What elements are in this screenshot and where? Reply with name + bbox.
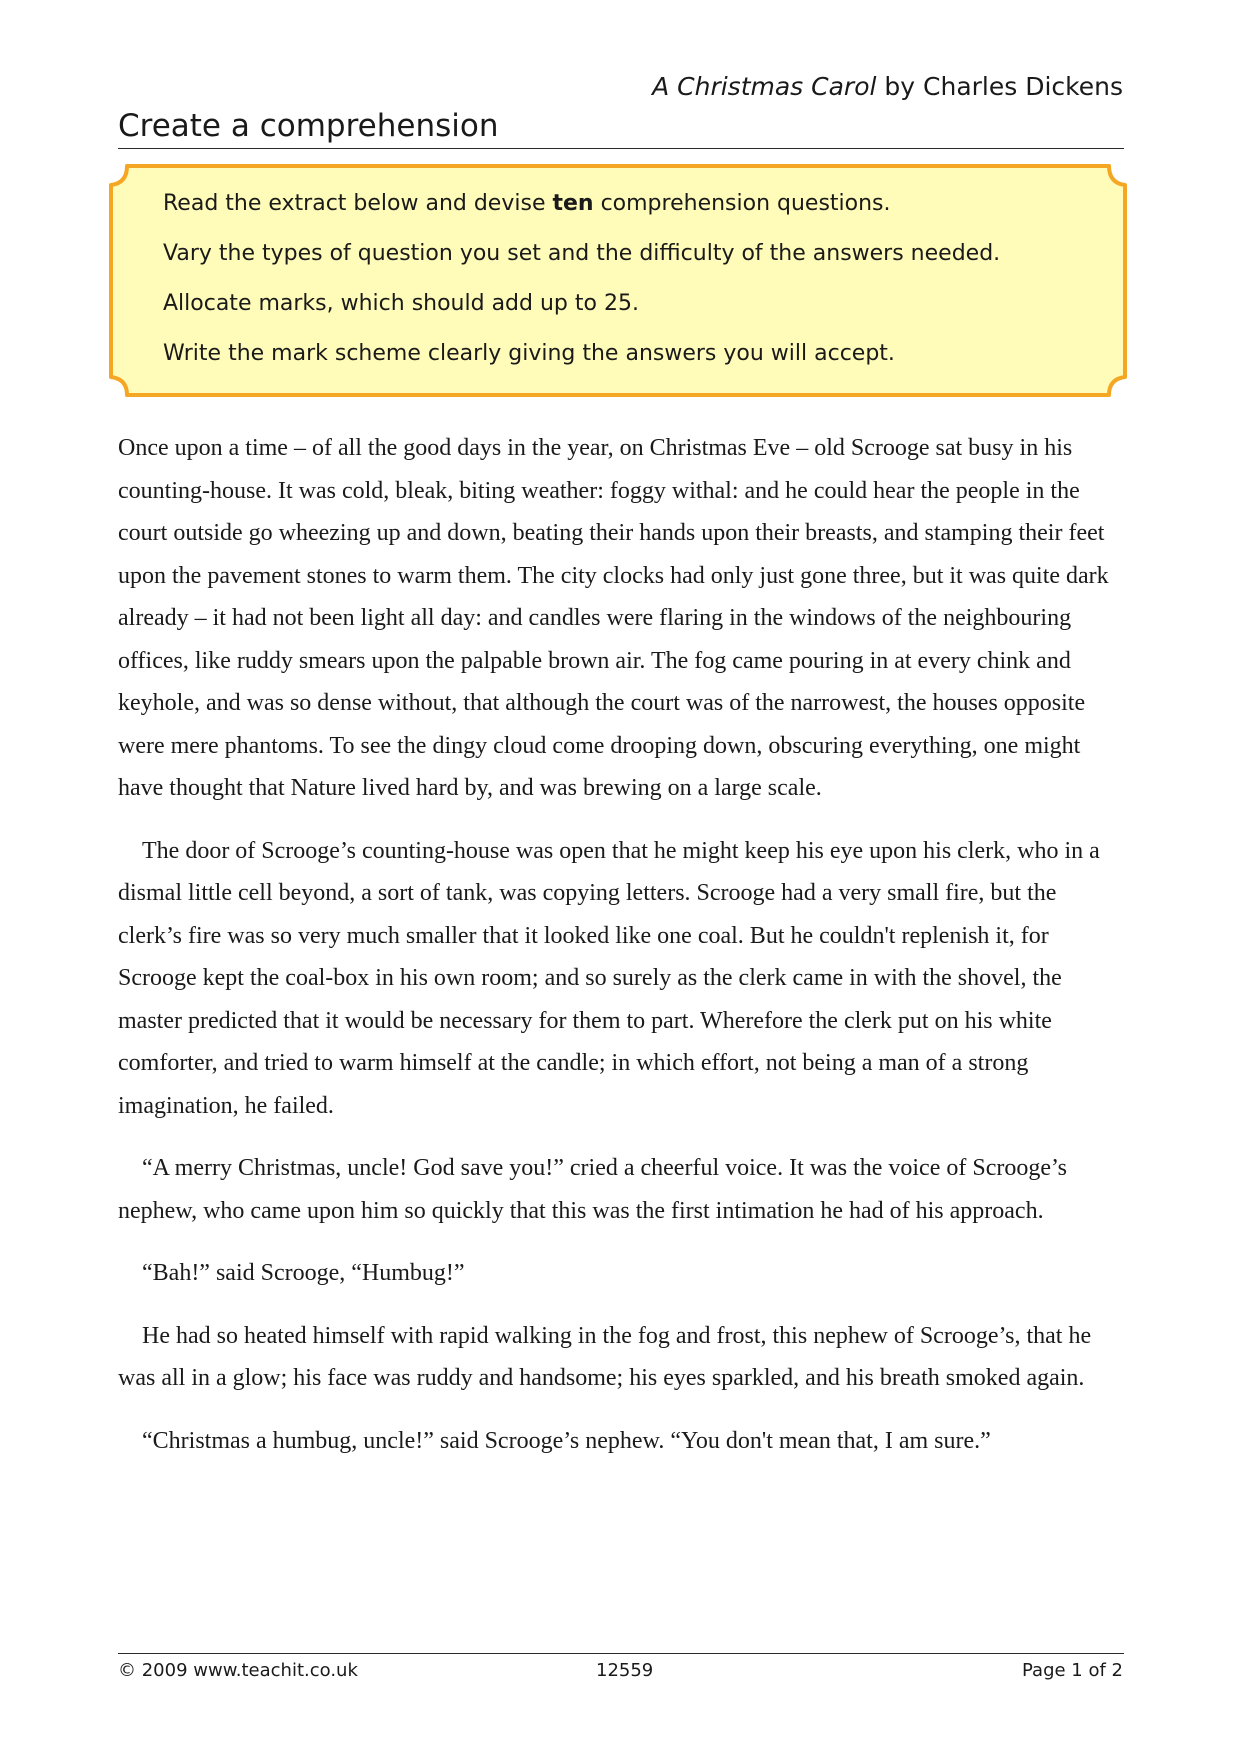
instruction-4: Write the mark scheme clearly giving the answers you will accept. [163,341,895,366]
extract-paragraph-3: “A merry Christmas, uncle! God save you!” cried a cheerful voice. It was the voice of Scrooge’s nephew, who came upon him so quickly that this was the first intimation he had of his approach. [118,1155,1068,1224]
extract-paragraph-5: He had so heated himself with rapid walking in the fog and frost, this nephew of Scrooge’s, that he was all in a glow; his face was ruddy and handsome; his eyes sparkled, and his breath smoked again. [118,1322,1092,1391]
book-title-line [652,72,1123,101]
extract-paragraph-4: “Bah!” said Scrooge, “Humbug!” [142,1260,465,1286]
extract-paragraph-2: The door of Scrooge’s counting-house was open that he might keep his eye upon his clerk, who in a dismal little cell beyond, a sort of tank, was copying letters. Scrooge had a very small fire, but the clerk’s fire was so very much smaller that it looked like one coal. But he couldn't replenish it, for Scrooge kept the coal-box in his own room; and so surely as the clerk came in with the shovel, the master predicted that it would be necessary for them to part. Wherefore the clerk put on his white comforter, and tried to warm himself at the candle; in which effort, not being a man of a strong imagination, he failed. [118,837,1100,1119]
extract [118,427,1126,1482]
footer-divider [118,1653,1124,1654]
instruction-2: Vary the types of question you set and the difficulty of the answers needed. [163,241,1001,266]
instruction-1: Read the extract below and devise ten comprehension questions. [163,191,891,216]
page-title: Create a comprehension [118,108,499,144]
instruction-1-emphasis: ten [552,191,594,216]
extract-paragraph-6: “Christmas a humbug, uncle!” said Scrooge’s nephew. “You don't mean that, I am sure.” [142,1427,991,1454]
header-divider [118,148,1124,149]
footer-copyright: © 2009 www.teachit.co.uk [118,1660,358,1681]
footer-resource-code: 12559 [596,1660,654,1681]
instructions-text [163,186,1113,386]
instruction-3: Allocate marks, which should add up to 25. [163,291,639,316]
extract-paragraph-1: Once upon a time – of all the good days in the year, on Christmas Eve – old Scrooge sat busy in his counting-house. It was cold, bleak, biting weather: foggy withal: and he could hear the people in the court outside go wheezing up and down, beating their hands upon their breasts, and stamping their feet upon the pavement stones to warm them. The city clocks had only just gone three, but it was quite dark already – it had not been light all day: and candles were flaring in the windows of the neighbouring offices, like ruddy smears upon the palpable brown air. The fog came pouring in at every chink and keyhole, and was so dense without, that although the court was of the narrowest, the houses opposite were mere phantoms. To see the dingy cloud come drooping down, obscuring everything, one might have thought that Nature lived hard by, and was brewing on a large scale. [118,435,1109,801]
footer-page-number: Page 1 of 2 [1022,1660,1123,1681]
book-title: A Christmas Carol [652,72,877,101]
book-author: by Charles Dickens [884,72,1123,101]
